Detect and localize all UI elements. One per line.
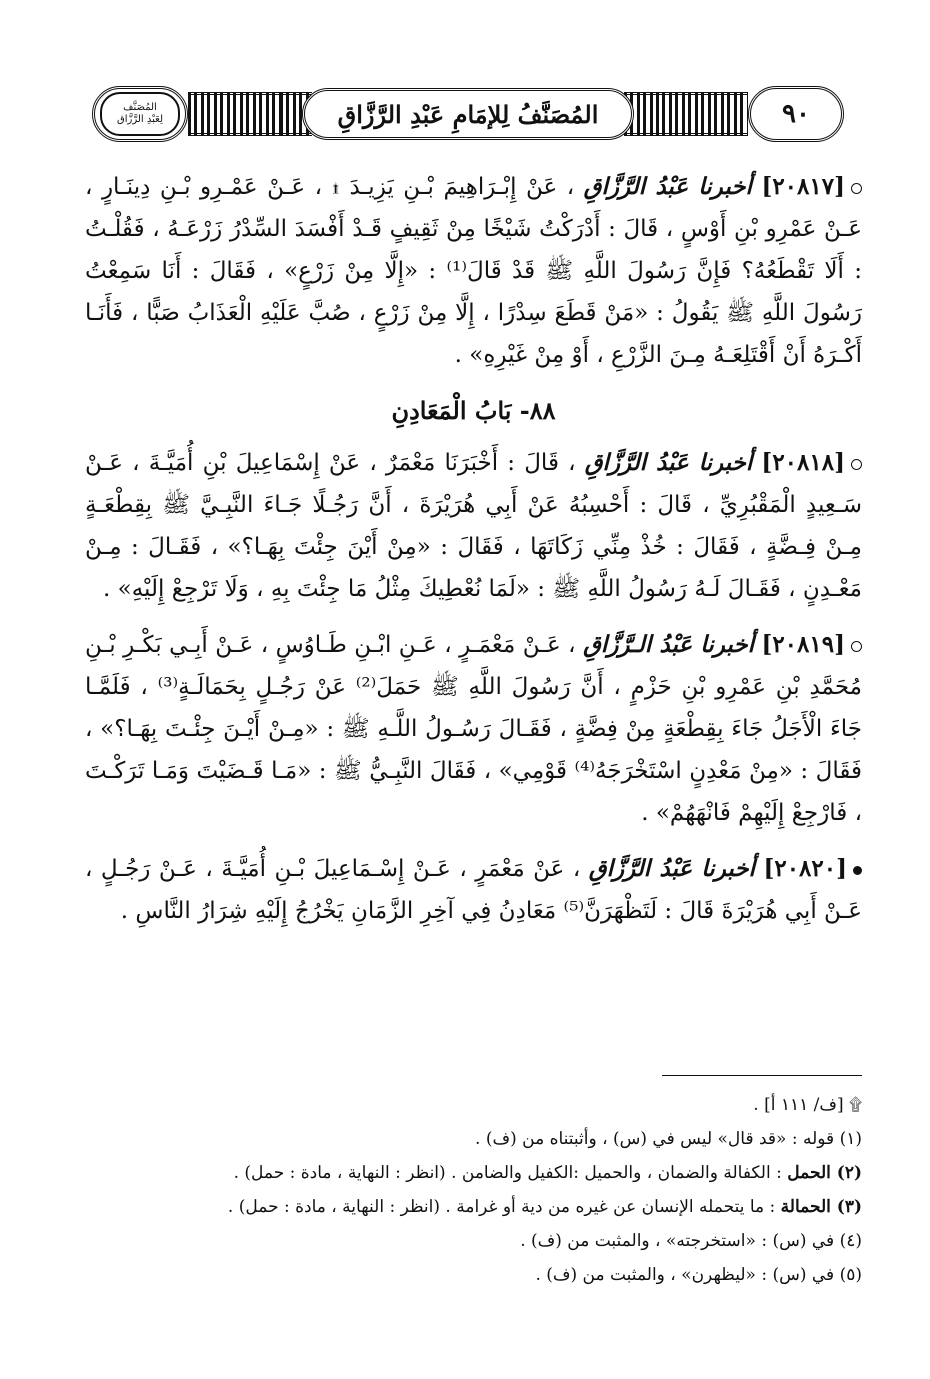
- hollow-circle-icon: [851, 641, 862, 652]
- hadith-number: [٢٠٨١٧]: [761, 173, 845, 200]
- hadith-narrator: أخبرنا عَبْدُ الـرَّزَّاقِ: [583, 631, 754, 658]
- hadith-narrator: أخبرنا عَبْدُ الرَّزَّاقِ: [588, 855, 755, 882]
- footnote-text: (٥) في (س) : «ليظهرن» ، والمثبت من (ف) .: [535, 1265, 862, 1285]
- hadith-text: ، عَنْ مَعْمَرٍ ، عَـنْ إِسْـمَاعِيلَ بْـنِ أُمَيَّـةَ ، عَـنْ رَجُـلٍ ، عَـنْ أَبِي هُرَيْرَةَ قَالَ : لَتَظْهَرَنَّ⁽⁵⁾ مَعَادِنُ فِي آخِرِ الزَّمَانِ يَخْرُجُ إِلَيْهِ شِرَارُ النَّاسِ .: [85, 856, 862, 924]
- hadith-paragraph: [85, 848, 862, 932]
- footnote: [85, 1224, 862, 1258]
- hadith-text: ، عَـنْ مَعْمَـرٍ ، عَـنِ ابْـنِ طَـاوُسٍ ، عَـنْ أَبِـي بَكْـرِ بْـنِ مُحَمَّدِ بْنِ عَمْرِو بْنِ حَزْمٍ ، أَنَّ رَسُولَ اللَّهِ ﷺ حَمَلَ⁽²⁾ عَنْ رَجُـلٍ بِحَمَالَـةٍ⁽³⁾ ، فَلَمَّـا جَاءَ الْأَجَلُ جَاءَ بِقِطْعَةٍ مِنْ فِضَّةٍ ، فَقَـالَ رَسُـولُ اللَّـهِ ﷺ : «مِـنْ أَيْـنَ جِئْـتَ بِهَـا؟» ، فَقَالَ : «مِنْ مَعْدِنٍ اسْتَخْرَجَهُ⁽⁴⁾ قَوْمِي» ، فَقَالَ النَّبِـيُّ ﷺ : «مَـا قَـضَيْتَ وَمَـا تَرَكْـتَ ، فَارْجِعْ إِلَيْهِمْ فَانْهَهُمْ» .: [85, 632, 862, 826]
- logo-emblem: [100, 92, 180, 136]
- footnote-text: : ما يتحمله الإنسان عن غيره من دية أو غرامة . (انظر : النهاية ، مادة : حمل) .: [227, 1197, 776, 1217]
- book-title: المُصَنَّفُ لِلإمَامِ عَبْدِ الرَّزَّاقِ: [337, 99, 599, 129]
- page-header: [92, 84, 844, 146]
- footnotes: [85, 1088, 862, 1292]
- logo-line-2: لِعَبْدِ الرَّزَّاق: [116, 114, 164, 125]
- chapter-heading: ٨٨- بَابُ الْمَعَادِنِ: [391, 396, 556, 425]
- hadith-number: [٢٠٨١٩]: [761, 631, 845, 658]
- footnote-text: ۩ [ف/ ١١١ أ] .: [753, 1095, 862, 1115]
- hadith-paragraph: [85, 166, 862, 376]
- header-title-frame: [302, 88, 634, 140]
- hadith-paragraph: [85, 442, 862, 610]
- footnote-text: : الكفالة والضمان ، والحميل :الكفيل والضامن . (انظر : النهاية ، مادة : حمل) .: [233, 1163, 782, 1183]
- hadith-narrator: أخبرنا عَبْدُ الرَّزَّاقِ: [583, 173, 752, 200]
- page-number: ٩٠: [782, 99, 810, 129]
- main-text: [85, 166, 862, 946]
- page-number-frame: [748, 86, 844, 142]
- logo-line-1: المُصَنَّف: [123, 102, 157, 113]
- footnote-divider: [662, 1075, 862, 1076]
- footnote: [85, 1190, 862, 1224]
- footnote-text: (١) قوله : «قد قال» ليس في (س) ، وأثبتناه من (ف) .: [475, 1129, 862, 1149]
- footnote: [85, 1122, 862, 1156]
- hadith-paragraph: [85, 624, 862, 834]
- header-ornament-right: [656, 92, 748, 136]
- header-logo: [92, 86, 188, 142]
- hadith-number: [٢٠٨١٨]: [761, 449, 845, 476]
- hadith-number: [٢٠٨٢٠]: [763, 855, 848, 882]
- hadith-narrator: أخبرنا عَبْدُ الرَّزَّاقِ: [584, 449, 753, 476]
- hollow-circle-icon: [851, 459, 862, 470]
- hadith-text: ، قَالَ : أَخْبَرَنَا مَعْمَرٌ ، عَنْ إِسْمَاعِيلَ بْنِ أُمَيَّـةَ ، عَـنْ سَـعِيدٍ الْمَقْبُرِيِّ ، قَالَ : أَحْسِبُهُ عَنْ أَبِي هُرَيْرَةَ ، أَنَّ رَجُـلًا جَـاءَ النَّبِـيَّ ﷺ بِقِطْعَـةٍ مِـنْ فِـضَّةٍ ، فَقَالَ : خُذْ مِنِّي زَكَاتَهَا ، فَقَالَ : «مِنْ أَيْنَ جِئْتَ بِهَـا؟» ، فَقَـالَ : مِـنْ مَعْـدِنٍ ، فَقَـالَ لَـهُ رَسُولُ اللَّهِ ﷺ : «لَمَا نُعْطِيكَ مِثْلُ مَا جِئْتَ بِهِ ، وَلَا تَرْجِعْ إِلَيْهِ» .: [85, 450, 862, 602]
- footnote-term: (٣) الحمالة: [780, 1197, 862, 1217]
- footnote: [85, 1156, 862, 1190]
- header-ornament-left: [188, 92, 280, 136]
- footnote-term: (٢) الحمل: [787, 1163, 862, 1183]
- hadith-text: ، عَنْ إِبْـرَاهِيمَ بْـنِ يَزِيـدَ ۩ ، عَـنْ عَمْـرِو بْـنِ دِينَـارٍ ، عَـنْ عَمْرِو بْنِ أَوْسٍ ، قَالَ : أَدْرَكْتُ شَيْخًا مِنْ ثَقِيفٍ قَـدْ أَفْسَدَ السِّدْرُ زَرْعَـهُ ، فَقُلْـتُ : أَلَا تَقْطَعُهُ؟ فَإِنَّ رَسُولَ اللَّهِ ﷺ قَدْ قَالَ⁽¹⁾ : «إِلَّا مِنْ زَرْعٍ» ، فَقَالَ : أَنَا سَمِعْتُ رَسُولَ اللَّهِ ﷺ يَقُولُ : «مَنْ قَطَعَ سِدْرًا ، إِلَّا مِنْ زَرْعٍ ، صُبَّ عَلَيْهِ الْعَذَابُ صَبًّا ، فَأَنَـا أَكْـرَهُ أَنْ أَقْتَلِعَـهُ مِـنَ الزَّرْعِ ، أَوْ مِنْ غَيْرِهِ» .: [85, 174, 862, 368]
- hollow-circle-icon: [851, 183, 862, 194]
- footnote: [85, 1258, 862, 1292]
- solid-circle-icon: [853, 866, 862, 875]
- footnote: [85, 1088, 862, 1122]
- footnote-text: (٤) في (س) : «استخرجته» ، والمثبت من (ف) .: [520, 1231, 862, 1251]
